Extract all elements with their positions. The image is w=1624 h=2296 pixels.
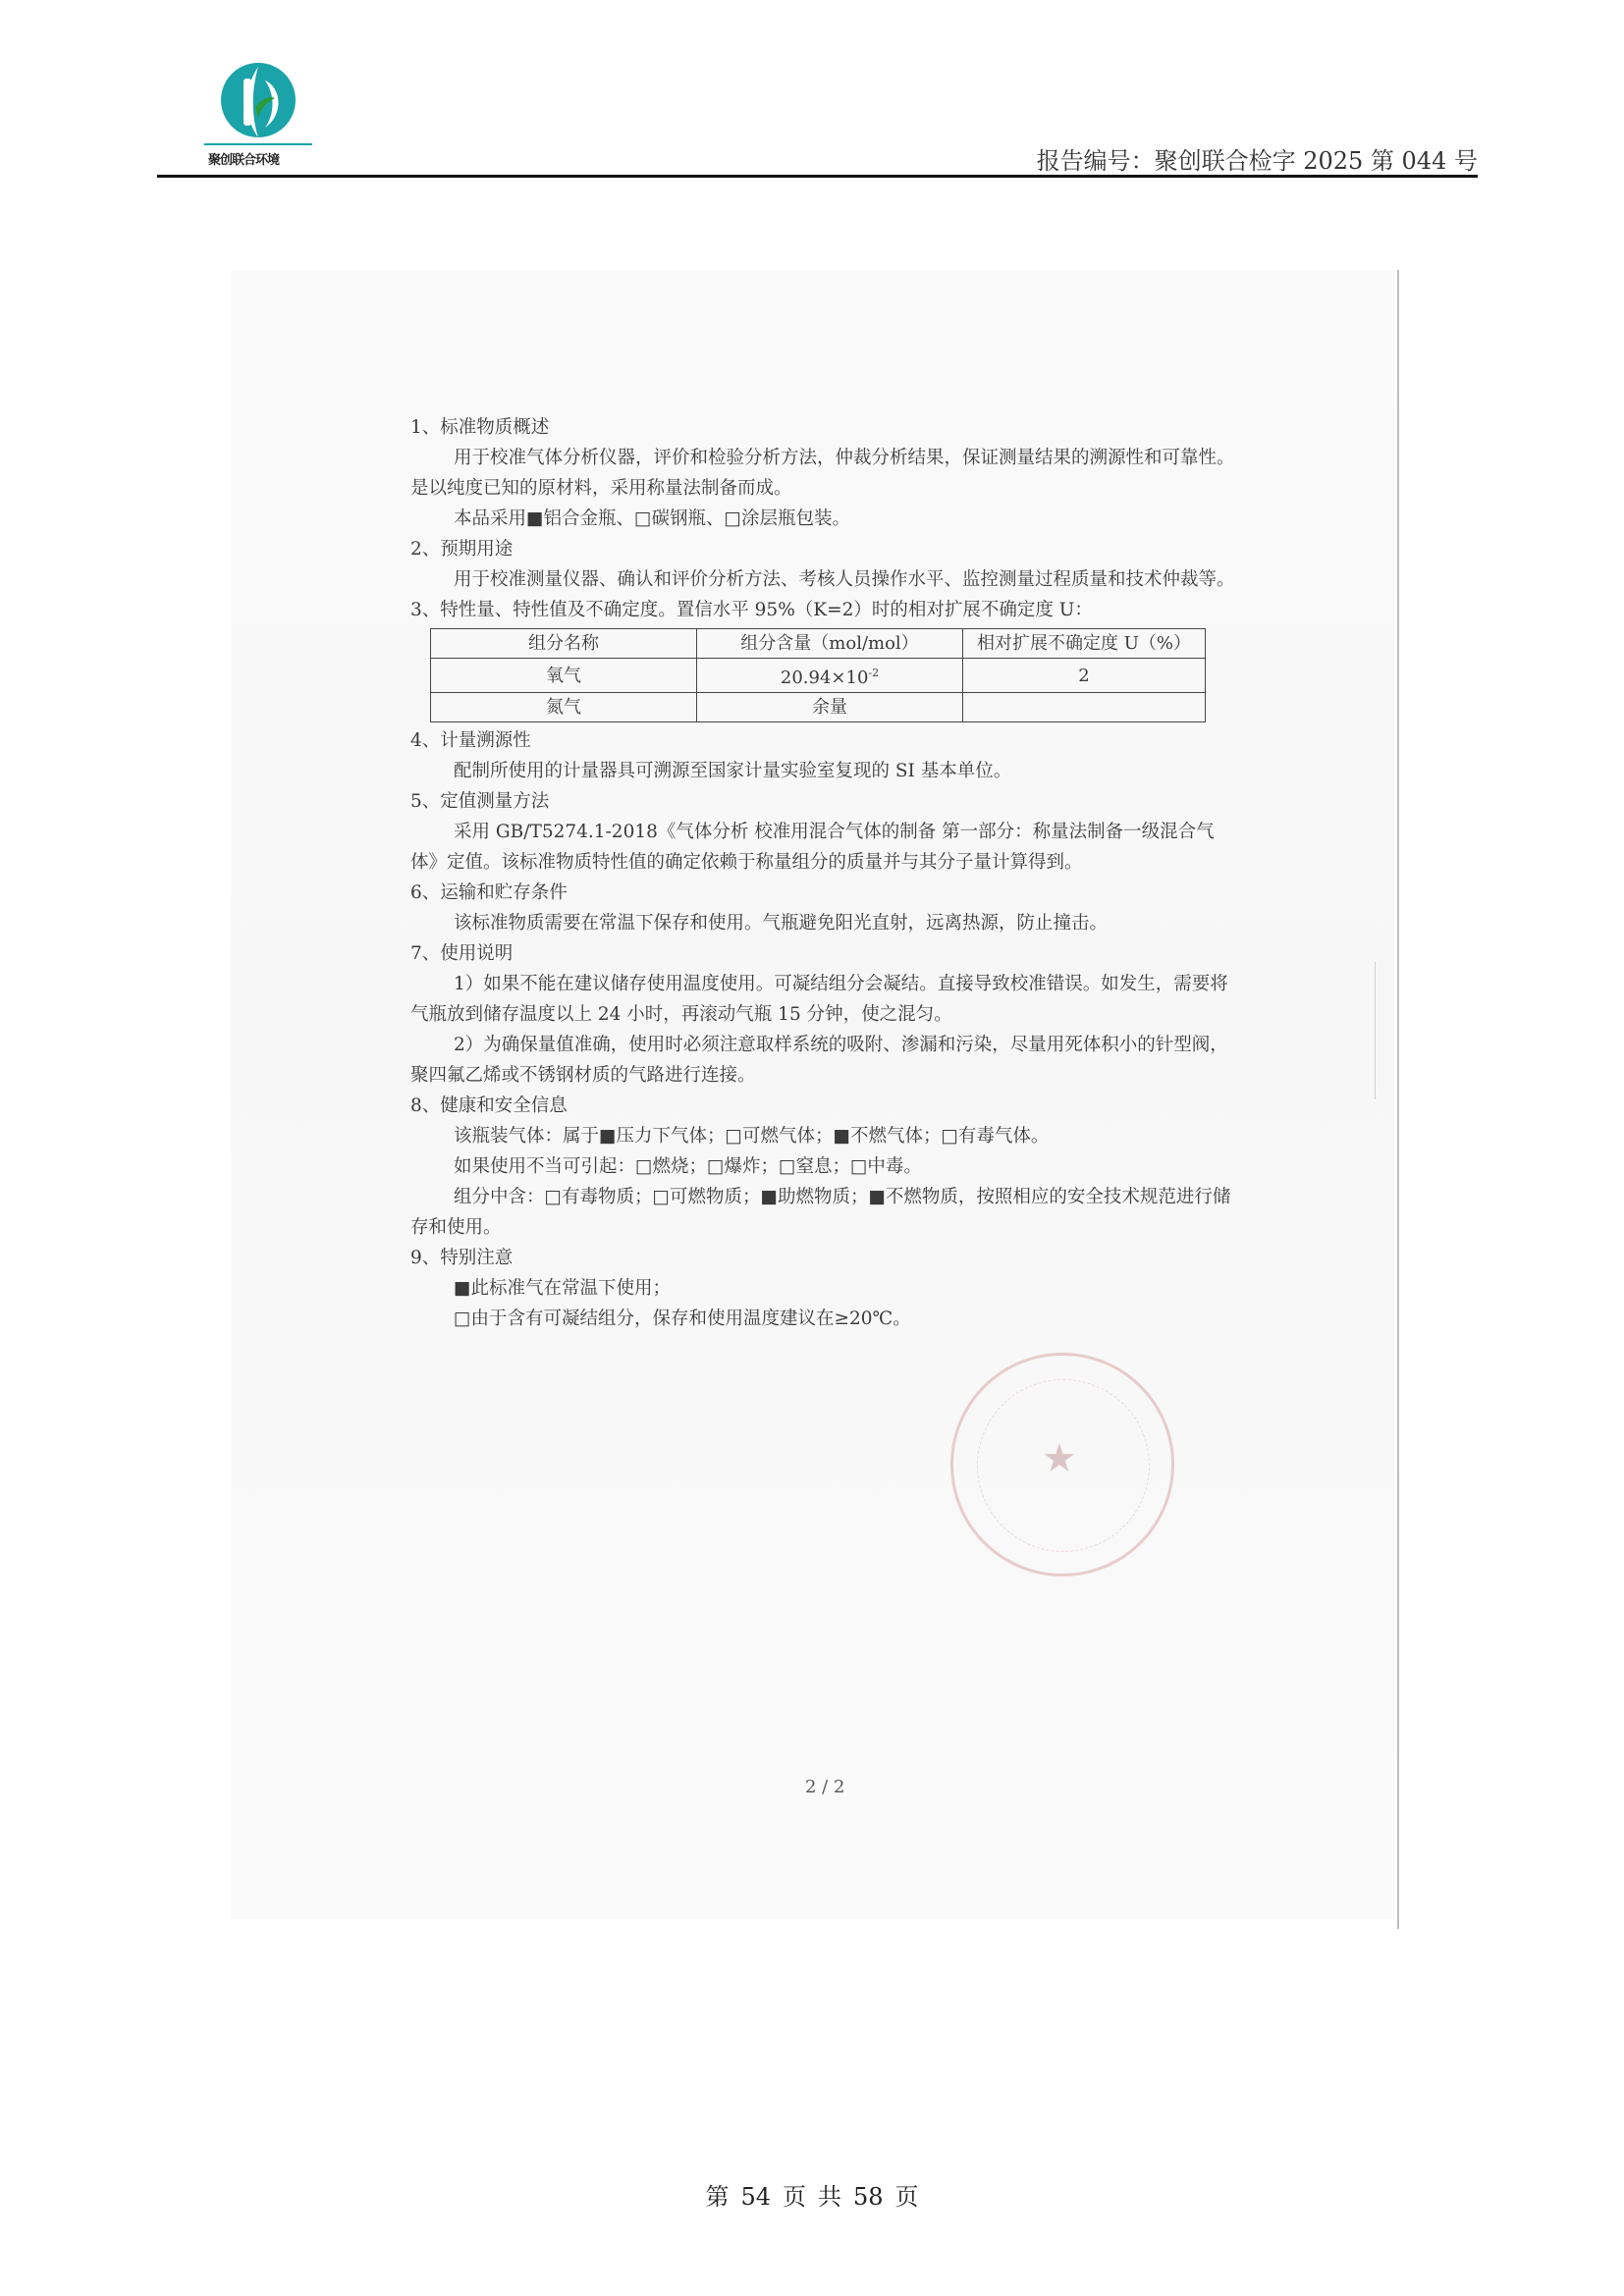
section-title: 5、定值测量方法 <box>410 791 550 812</box>
table-cell: 氧气 <box>431 659 697 693</box>
table-cell: 余量 <box>697 693 963 722</box>
table-row <box>431 693 1206 722</box>
footer-label: 共 <box>818 2183 841 2211</box>
spec-table <box>430 628 1206 722</box>
content-value: 20.94×10 <box>780 667 869 688</box>
section-paragraph: 采用 GB/T5274.1-2018《气体分析 校准用混合气体的制备 第一部分：称量法制备一级混合气体》定值。该标准物质特性值的确定依赖于称量组分的质量并与其分子量计算得到。 <box>410 822 1215 873</box>
table-row <box>431 659 1206 693</box>
scan-page-number: 2 / 2 <box>805 1777 845 1797</box>
footer-label: 页 <box>783 2183 806 2211</box>
section-title: 2、预期用途 <box>410 539 514 560</box>
section-paragraph: □由于含有可凝结组分，保存和使用温度建议在≥20℃。 <box>454 1308 911 1329</box>
section-paragraph: 配制所使用的计量器具可溯源至国家计量实验室复现的 SI 基本单位。 <box>454 761 1012 781</box>
section-paragraph: 组分中含：□有毒物质；□可燃物质；■助燃物质；■不燃物质，按照相应的安全技术规范进行储存和使用。 <box>410 1187 1231 1238</box>
section-title: 3、特性量、特性值及不确定度。置信水平 95%（K=2）时的相对扩展不确定度 U： <box>410 600 1093 620</box>
section-paragraph: 用于校准气体分析仪器，评价和检验分析方法，仲裁分析结果，保证测量结果的溯源性和可靠性。是以纯度已知的原材料，采用称量法制备而成。 <box>410 448 1235 499</box>
table-header: 相对扩展不确定度 U（%） <box>963 629 1206 659</box>
section-title: 9、特别注意 <box>410 1248 514 1268</box>
section-title: 7、使用说明 <box>410 943 514 964</box>
table-cell <box>697 659 963 693</box>
footer-label: 第 <box>705 2183 730 2211</box>
table-header: 组分名称 <box>431 629 697 659</box>
section-paragraph: ■此标准气在常温下使用； <box>454 1278 671 1299</box>
table-cell <box>963 693 1206 722</box>
section-paragraph: 该标准物质需要在常温下保存和使用。气瓶避免阳光直射，远离热源，防止撞击。 <box>454 913 1109 934</box>
official-seal-icon <box>950 1353 1174 1576</box>
report-number: 报告编号：聚创联合检字 2025 第 044 号 <box>1036 147 1478 175</box>
table-cell: 氮气 <box>431 693 697 722</box>
section-paragraph: 2）为确保量值准确，使用时必须注意取样系统的吸附、渗漏和污染，尽量用死体积小的针型阀，聚四氟乙烯或不锈钢材质的气路进行连接。 <box>410 1035 1228 1086</box>
table-cell: 2 <box>963 659 1206 693</box>
section-title: 1、标准物质概述 <box>410 417 550 438</box>
section-paragraph: 如果使用不当可引起：□燃烧；□爆炸；□窒息；□中毒。 <box>454 1156 922 1177</box>
seal-star-icon: ★ <box>1042 1436 1077 1481</box>
footer-label: 页 <box>894 2183 919 2211</box>
header-divider <box>157 175 1478 178</box>
section-paragraph: 1）如果不能在建议储存使用温度使用。可凝结组分会凝结。直接导致校准错误。如发生，需要将气瓶放到储存温度以上 24 小时，再滚动气瓶 15 分钟，使之混匀。 <box>410 974 1228 1025</box>
scan-edge-line <box>1375 962 1376 1099</box>
total-pages: 58 <box>853 2183 884 2211</box>
scan-edge-line <box>1397 270 1399 1929</box>
section-paragraph: 用于校准测量仪器、确认和评价分析方法、考核人员操作水平、监控测量过程质量和技术仲裁等。 <box>454 569 1235 590</box>
section-title: 6、运输和贮存条件 <box>410 882 568 903</box>
report-header <box>157 59 1478 177</box>
section-paragraph: 该瓶装气体：属于■压力下气体；□可燃气体；■不燃气体；□有毒气体。 <box>454 1126 1050 1147</box>
table-header-row <box>431 629 1206 659</box>
certificate-content <box>410 412 1235 1334</box>
logo-text: 聚创联合环境 <box>208 153 280 168</box>
section-paragraph: 本品采用■铝合金瓶、□碳钢瓶、□涂层瓶包装。 <box>454 508 850 529</box>
page-footer <box>0 2177 1624 2212</box>
current-page: 54 <box>740 2183 771 2211</box>
section-title: 8、健康和安全信息 <box>410 1095 568 1116</box>
table-header: 组分含量（mol/mol） <box>697 629 963 659</box>
content-exponent: -2 <box>868 667 880 679</box>
section-title: 4、计量溯源性 <box>410 730 531 751</box>
